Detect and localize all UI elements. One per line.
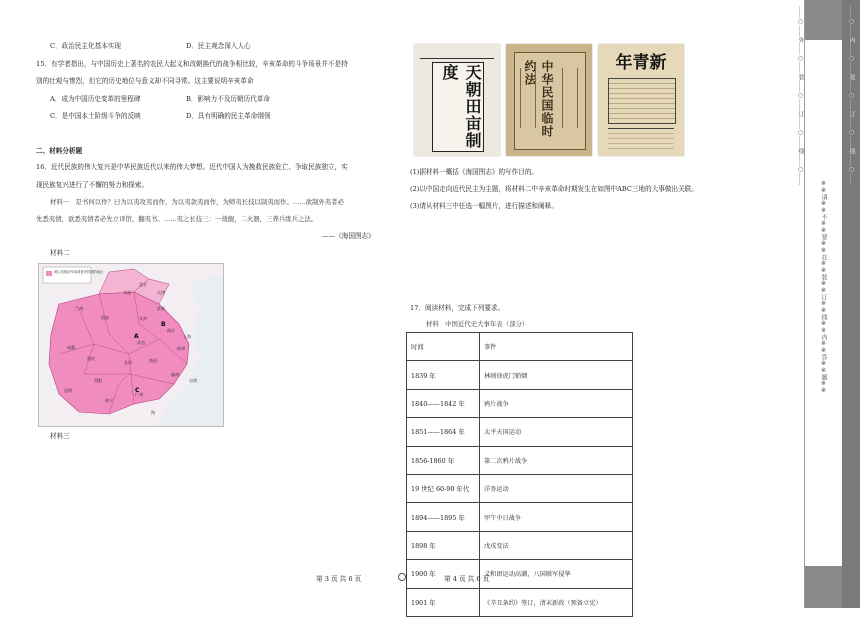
table-cell-time: 1901 年 <box>407 588 480 616</box>
map-label: 广州 <box>135 392 143 397</box>
map-label: 杭州 <box>177 346 185 351</box>
table-row <box>407 560 633 588</box>
book-image-tianchao <box>414 44 500 156</box>
material3-label: 材料三 <box>50 432 70 440</box>
map-marker-c: C <box>135 387 140 394</box>
table-row <box>407 389 633 417</box>
page-number-left: 第 3 页 共 6 页 <box>316 575 362 583</box>
table-cell-event: 洋务运动 <box>480 474 633 502</box>
map-label: 南昌 <box>149 358 157 363</box>
map-label: 开封 <box>139 316 147 321</box>
book-image-xinqingnian <box>598 44 684 156</box>
binding-strip <box>804 0 843 608</box>
map-legend: 黄尘前统治军革命者采控制的地区 <box>54 270 104 274</box>
binding-edge <box>842 0 860 608</box>
table-cell-time: 1840——1842 年 <box>407 389 480 417</box>
book-title-yuefa: 中华民国临时约法 <box>523 60 554 138</box>
map-marker-a: A <box>134 333 139 340</box>
q15-option-b: B．影响力不及历朝历代革命 <box>186 95 270 103</box>
binding-outer-text: ……○……外……○……装……○……订……○……线……○…… <box>797 6 804 185</box>
table-cell-time: 1894——1895 年 <box>407 503 480 531</box>
section-heading: 二、材料分析题 <box>36 147 83 155</box>
map-label: 海 <box>151 410 155 415</box>
map-marker-b: B <box>161 321 166 328</box>
q16-question-2: (2)以中国走向近代民主为主题，将材料二中辛亥革命时期发生在如图中ABC三地的大事做出关联。 <box>410 185 698 193</box>
q15-option-d: D．具有明确的民主革命纲领 <box>186 112 271 120</box>
map-label: 天津 <box>157 290 165 295</box>
q15-option-a: A．成为中国历史变革的里程碑 <box>50 95 141 103</box>
table-row <box>407 531 633 559</box>
map-label: 北京 <box>139 282 147 287</box>
table-cell-time: 1900 年 <box>407 560 480 588</box>
table-cell-event: 林则徐虎门销烟 <box>480 361 633 389</box>
table-row <box>407 446 633 474</box>
table-cell-time: 1839 年 <box>407 361 480 389</box>
map-label: 兰州 <box>75 306 83 311</box>
q16-line2: 现民族复兴进行了不懈的努力和探索。 <box>36 181 149 189</box>
q16-question-3: (3)请从材料三中任选一幅图片，进行描述和阐释。 <box>410 202 558 210</box>
page-number-right: 第 4 页 共 6 页 <box>444 575 490 583</box>
chronology-table <box>406 332 633 617</box>
q17-table-caption: 材料 中国近代史大事年表（部分） <box>426 320 529 328</box>
table-cell-event: 戊戌变法 <box>480 531 633 559</box>
page-divider-circle-icon <box>398 573 406 581</box>
table-row <box>407 588 633 616</box>
map-label: 成都 <box>67 345 75 350</box>
table-cell-event: 《辛丑条约》签订，清末新政（预备立宪） <box>480 588 633 616</box>
table-row <box>407 418 633 446</box>
book-image-yuefa <box>506 44 592 156</box>
table-row <box>407 361 633 389</box>
material2-label: 材料二 <box>50 249 70 257</box>
map-label: 南宁 <box>105 398 113 403</box>
table-row <box>407 474 633 502</box>
table-row <box>407 503 633 531</box>
binding-warning: ※※请※※不※※要※※在※※装※※订※※线※※内※※答※※题※※ <box>820 180 827 394</box>
book-title-xinqingnian: 新青年 <box>615 53 667 73</box>
map-label: 西安 <box>101 315 109 320</box>
table-cell-event: 太平天国运动 <box>480 418 633 446</box>
q16-question-1: (1)据材料一概括《海国图志》的写作目的。 <box>410 168 539 176</box>
map-label: 贵阳 <box>94 378 102 383</box>
material1-source: ——《海国图志》 <box>322 232 375 240</box>
map-label: 上海 <box>183 334 191 339</box>
binding-inner-text: ……○……内……○……装……○……订……○……线……○…… <box>848 6 855 185</box>
table-cell-time: 19 世纪 60-90 年代 <box>407 474 480 502</box>
map-label: 长沙 <box>124 360 132 365</box>
q14-option-c: C．政治民主化基本实现 <box>50 42 121 50</box>
map-graphic <box>39 264 223 426</box>
revolution-map <box>38 263 224 427</box>
q17-title: 17．阅读材料，完成下列要求。 <box>410 304 505 312</box>
material1-line1: 材料一 是书何以作？曰为以夷攻夷而作，为以夷款夷而作，为师夷长技以制夷而作。……欲制外夷者必 <box>50 198 344 206</box>
map-label: 太原 <box>123 290 131 295</box>
table-cell-time: 1898 年 <box>407 531 480 559</box>
map-label: 武昌 <box>137 340 145 345</box>
map-label: 昆明 <box>64 388 72 393</box>
table-cell-event: 第二次鸦片战争 <box>480 446 633 474</box>
map-label: 济南 <box>157 306 165 311</box>
map-label: 台湾 <box>189 378 197 383</box>
table-cell-time: 1851——1864 年 <box>407 418 480 446</box>
q16-line1: 16．近代民族的伟大复兴是中华民族近代以来的伟大梦想。近代中国人为挽救民族危亡、争取民族独立，实 <box>36 163 348 171</box>
map-label: 南京 <box>167 328 175 333</box>
q15-line1: 15．有学者指出，与中国历史上著名的农民大起义和改朝换代的战争相比较，辛亥革命的斗争场景并不是特 <box>36 60 348 68</box>
q14-option-d: D．民主观念深入人心 <box>186 42 251 50</box>
book-title-tianchao: 天朝田亩制度 <box>440 64 482 149</box>
map-label: 重庆 <box>87 356 95 361</box>
binding-outer-line <box>796 0 804 608</box>
table-cell-time: 1856-1860 年 <box>407 446 480 474</box>
table-cell-event: 义和团运动高潮，八国联军侵华 <box>480 560 633 588</box>
q15-option-c: C．是中国本土阶级斗争的反映 <box>50 112 141 120</box>
q15-line2: 别的壮观与惨烈，但它的历史地位与意义却不同寻常。这主要说明辛亥革命 <box>36 77 254 85</box>
map-label: 福州 <box>171 372 179 377</box>
table-header-row <box>407 333 633 361</box>
table-header: 时间 <box>407 333 480 361</box>
table-cell-event: 甲午中日战争 <box>480 503 633 531</box>
table-cell-event: 鸦片战争 <box>480 389 633 417</box>
material1-line2: 先悉夷情，欲悉夷情者必先立译馆，翻夷书。……夷之长技三：一战舰，二火器，三养兵练兵之法。 <box>36 215 318 223</box>
table-header: 事件 <box>480 333 633 361</box>
